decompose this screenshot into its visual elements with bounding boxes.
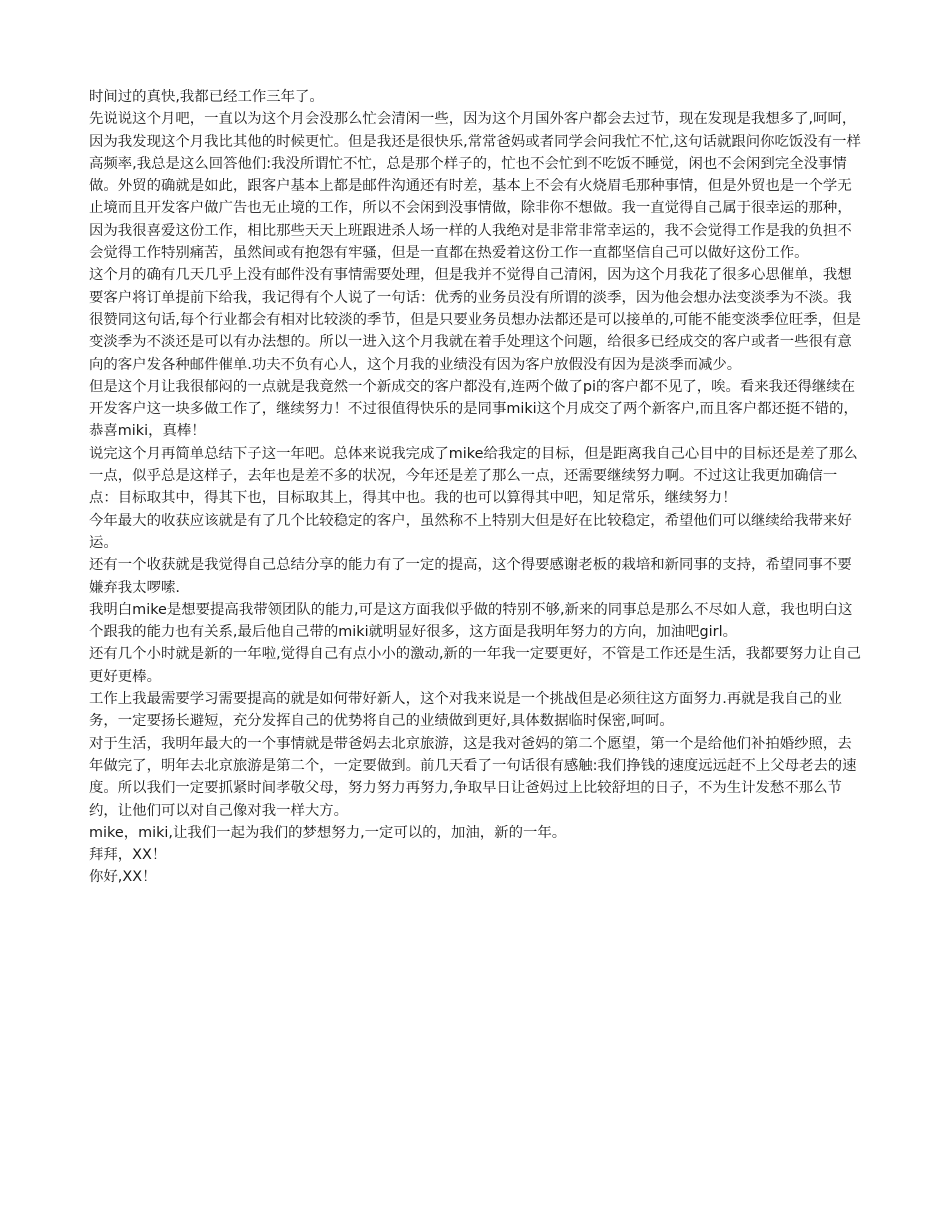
- paragraph-new-clients: 但是这个月让我很郁闷的一点就是我竟然一个新成交的客户都没有,连两个做了pi的客户都不见了，唉。看来我还得继续在开发客户这一块多做工作了，继续努力！不过很值得快乐的是同事miki这个月成交了两个新客户,而且客户都还挺不错的，恭喜miki，真棒！: [89, 378, 858, 440]
- paragraph-sharing-skill: 还有一个收获就是我觉得自己总结分享的能力有了一定的提高，这个得要感谢老板的栽培和新同事的支持，希望同事不要嫌弃我太啰嗦.: [89, 557, 852, 596]
- paragraph-work-goals: 工作上我最需要学习需要提高的就是如何带好新人，这个对我来说是一个挑战但是必须往这方面努力.再就是我自己的业务，一定要扬长避短，充分发挥自己的优势将自己的业绩做到更好,具体数据临时保密,呵呵。: [89, 691, 842, 730]
- paragraph-new-year: 还有几个小时就是新的一年啦,觉得自己有点小小的激动,新的一年我一定要更好，不管是工作还是生活，我都要努力让自己更好更棒。: [89, 646, 861, 685]
- paragraph-team-leading: 我明白mike是想要提高我带领团队的能力,可是这方面我似乎做的特别不够,新来的同事总是那么不尽如人意，我也明白这个跟我的能力也有关系,最后他自己带的miki就明显好很多，这方面是我明年努力的方向，加油吧girl。: [89, 601, 853, 641]
- paragraph-biggest-gain: 今年最大的收获应该就是有了几个比较稳定的客户，虽然称不上特别大但是好在比较稳定，希望他们可以继续给我带来好运。: [89, 512, 852, 551]
- paragraph-year-summary: 说完这个月再简单总结下子这一年吧。总体来说我完成了mike给我定的目标，但是距离我自己心目中的目标还是差了那么一点，似乎总是这样子，去年也是差不多的状况，今年还是差了那么一点，还需要继续努力啊。不过这让我更加确信一点：目标取其中，得其下也，目标取其上，得其中也。我的也可以算得其中吧，知足常乐，继续努力！: [89, 445, 858, 507]
- paragraph-closing: mike，miki,让我们一起为我们的梦想努力,一定可以的，加油，新的一年。: [89, 824, 567, 841]
- paragraph-greeting: 你好,XX！: [89, 869, 157, 886]
- paragraph-this-month: 先说说这个月吧，一直以为这个月会没那么忙会清闲一些，因为这个月国外客户都会去过节，现在发现是我想多了,呵呵，因为我发现这个月我比其他的时候更忙。但是我还是很快乐,常常爸妈或者同学会问我忙不忙,这句话就跟问你吃饭没有一样高频率,我总是这么回答他们:我没所谓忙不忙，总是那个样子的，忙也不会忙到不吃饭不睡觉，闲也不会闲到完全没事情做。外贸的确就是如此，跟客户基本上都是邮件沟通还有时差，基本上不会有火烧眉毛那种事情，但是外贸也是一个学无止境而且开发客户做广告也无止境的工作，所以不会闲到没事情做，除非你不想做。我一直觉得自己属于很幸运的那种，因为我很喜爱这份工作，相比那些天天上班跟进杀人场一样的人我绝对是非常非常幸运的，我不会觉得工作是我的负担不会觉得工作特别痛苦，虽然间或有抱怨有牢骚，但是一直都在热爱着这份工作一直都坚信自己可以做好这份工作。: [89, 111, 861, 262]
- paragraph-life-goals: 对于生活，我明年最大的一个事情就是带爸妈去北京旅游，这是我对爸妈的第二个愿望，第一个是给他们补拍婚纱照，去年做完了，明年去北京旅游是第二个，一定要做到。前几天看了一句话很有感触:我们挣钱的速度远远赶不上父母老去的速度。所以我们一定要抓紧时间孝敬父母，努力努力再努力,争取早日让爸妈过上比较舒坦的日子，不为生计发愁不那么节约，让他们可以对自己像对我一样大方。: [89, 735, 857, 819]
- paragraph-intro: 时间过的真快,我都已经工作三年了。: [89, 89, 324, 105]
- paragraph-goodbye: 拜拜，XX！: [89, 847, 167, 864]
- document-body: [89, 86, 864, 889]
- paragraph-off-season: 这个月的确有几天几乎上没有邮件没有事情需要处理，但是我并不觉得自己清闲，因为这个月我花了很多心思催单，我想要客户将订单提前下给我，我记得有个人说了一句话：优秀的业务员没有所谓的淡季，因为他会想办法变淡季为不淡。我很赞同这句话,每个行业都会有相对比较淡的季节，但是只要业务员想办法都还是可以接单的,可能不能变淡季位旺季，但是变淡季为不淡还是可以有办法想的。所以一进入这个月我就在着手处理这个问题，给很多已经成交的客户或者一些很有意向的客户发各种邮件催单.功夫不负有心人，这个月我的业绩没有因为客户放假没有因为是淡季而减少。: [89, 267, 861, 373]
